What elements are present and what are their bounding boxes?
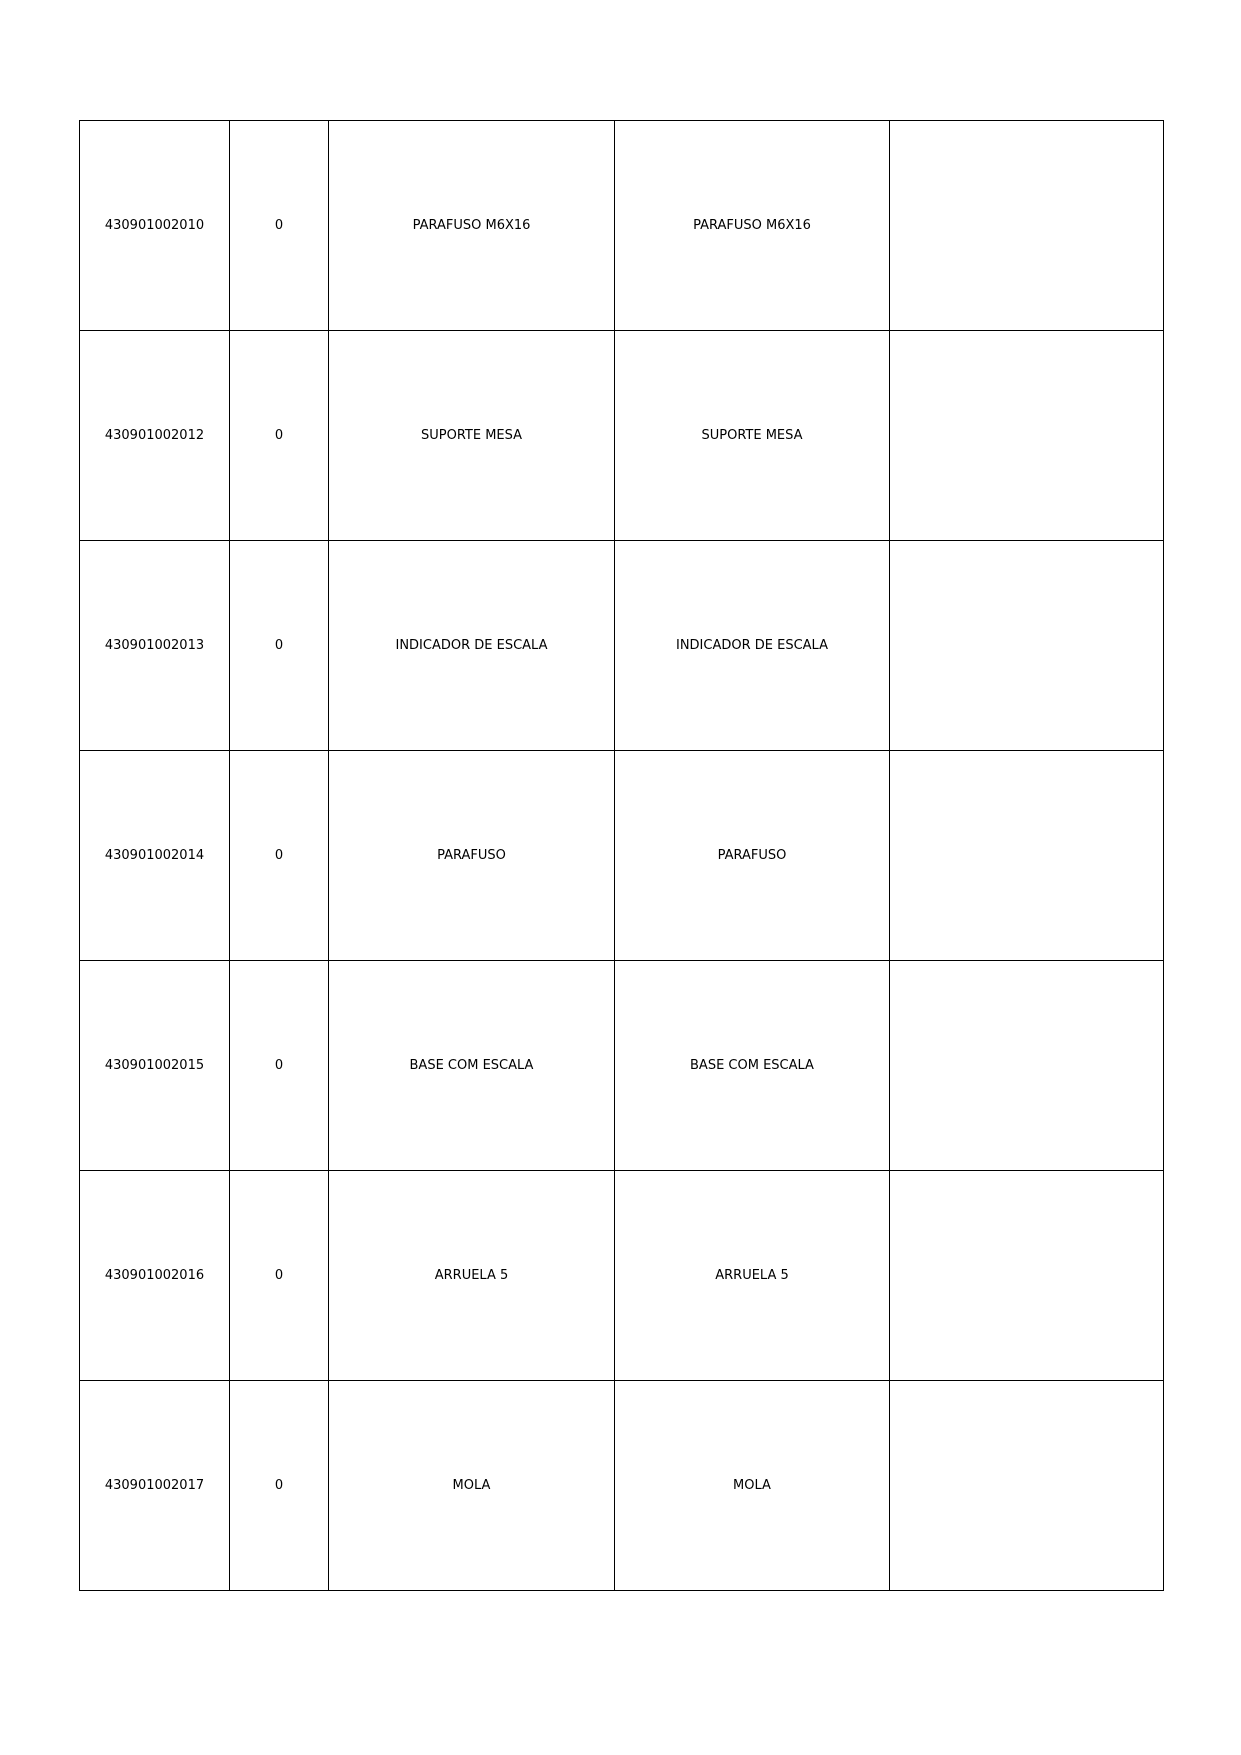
quantity-cell: 0	[230, 961, 329, 1171]
part-code-cell: 430901002010	[80, 121, 230, 331]
description-alt-cell: BASE COM ESCALA	[615, 961, 890, 1171]
quantity-cell: 0	[230, 1171, 329, 1381]
description-cell: MOLA	[329, 1381, 615, 1591]
parts-table	[79, 120, 1164, 1591]
part-code-cell: 430901002013	[80, 541, 230, 751]
description-alt-cell: PARAFUSO M6X16	[615, 121, 890, 331]
table-row	[80, 1381, 1164, 1591]
part-code-cell: 430901002012	[80, 331, 230, 541]
note-cell	[890, 121, 1164, 331]
table-row	[80, 121, 1164, 331]
quantity-cell: 0	[230, 751, 329, 961]
description-cell: ARRUELA 5	[329, 1171, 615, 1381]
description-cell: SUPORTE MESA	[329, 331, 615, 541]
description-cell: BASE COM ESCALA	[329, 961, 615, 1171]
description-alt-cell: PARAFUSO	[615, 751, 890, 961]
table-row	[80, 751, 1164, 961]
table-row	[80, 541, 1164, 751]
note-cell	[890, 961, 1164, 1171]
note-cell	[890, 751, 1164, 961]
description-alt-cell: SUPORTE MESA	[615, 331, 890, 541]
part-code-cell: 430901002017	[80, 1381, 230, 1591]
table-row	[80, 961, 1164, 1171]
parts-table-body	[80, 121, 1164, 1591]
description-cell: INDICADOR DE ESCALA	[329, 541, 615, 751]
note-cell	[890, 541, 1164, 751]
description-cell: PARAFUSO	[329, 751, 615, 961]
note-cell	[890, 1381, 1164, 1591]
table-row	[80, 1171, 1164, 1381]
description-alt-cell: INDICADOR DE ESCALA	[615, 541, 890, 751]
quantity-cell: 0	[230, 121, 329, 331]
part-code-cell: 430901002016	[80, 1171, 230, 1381]
quantity-cell: 0	[230, 541, 329, 751]
description-cell: PARAFUSO M6X16	[329, 121, 615, 331]
description-alt-cell: ARRUELA 5	[615, 1171, 890, 1381]
note-cell	[890, 1171, 1164, 1381]
note-cell	[890, 331, 1164, 541]
description-alt-cell: MOLA	[615, 1381, 890, 1591]
table-row	[80, 331, 1164, 541]
part-code-cell: 430901002015	[80, 961, 230, 1171]
quantity-cell: 0	[230, 1381, 329, 1591]
quantity-cell: 0	[230, 331, 329, 541]
part-code-cell: 430901002014	[80, 751, 230, 961]
